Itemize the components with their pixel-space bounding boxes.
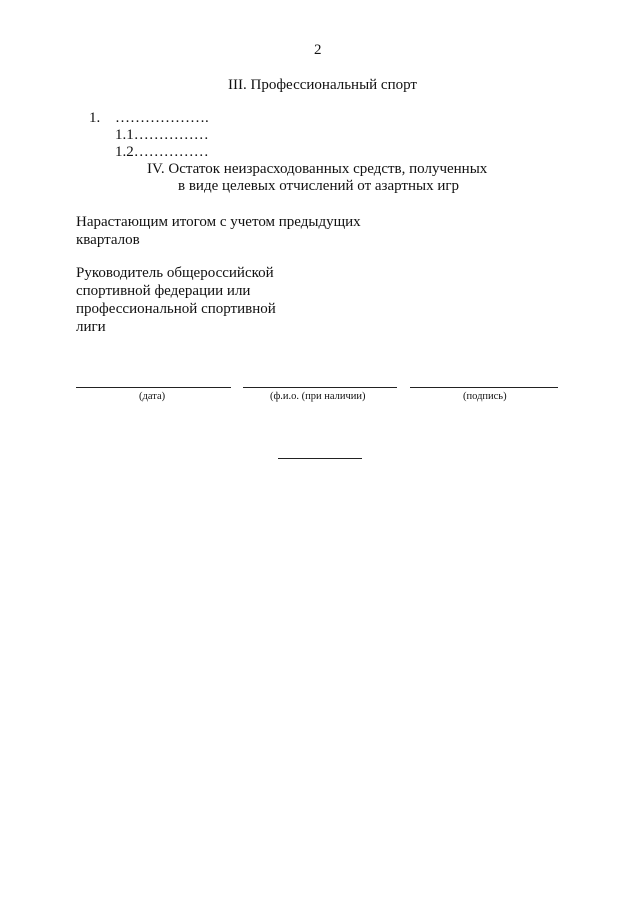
name-signature-line: [243, 387, 397, 388]
list-item: [115, 127, 209, 144]
page-number: 2: [314, 42, 322, 58]
item-dots: ……………: [133, 127, 209, 143]
signatory-line4: лиги: [76, 319, 106, 335]
signature-line: [410, 387, 558, 388]
section-3-heading: III. Профессиональный спорт: [228, 77, 417, 93]
signatory-line1: Руководитель общероссийской: [76, 265, 274, 281]
list-item: [89, 110, 100, 127]
signatory-title: [76, 264, 276, 336]
signatory-line3: профессиональной спортивной: [76, 301, 276, 317]
end-separator-line: [278, 458, 362, 459]
section-4-heading-line1: IV. Остаток неизрасходованных средств, полученных: [147, 161, 488, 177]
item-number: 1.: [89, 110, 101, 126]
item-dots: ……………: [133, 144, 209, 160]
item-number: 1.2: [115, 144, 134, 160]
section-4-heading-line2: в виде целевых отчислений от азартных игр: [178, 178, 460, 194]
item-number: 1.1: [115, 127, 134, 143]
date-caption: (дата): [139, 391, 166, 402]
cumulative-note-line2: кварталов: [76, 232, 140, 248]
signature-caption: (подпись): [463, 391, 507, 402]
list-item: [115, 144, 209, 161]
date-signature-line: [76, 387, 231, 388]
signatory-line2: спортивной федерации или: [76, 283, 251, 299]
cumulative-note: [76, 213, 361, 249]
item-dots: ……………….: [115, 110, 209, 126]
name-caption: (ф.и.о. (при наличии): [270, 391, 366, 402]
cumulative-note-line1: Нарастающим итогом с учетом предыдущих: [76, 214, 361, 230]
